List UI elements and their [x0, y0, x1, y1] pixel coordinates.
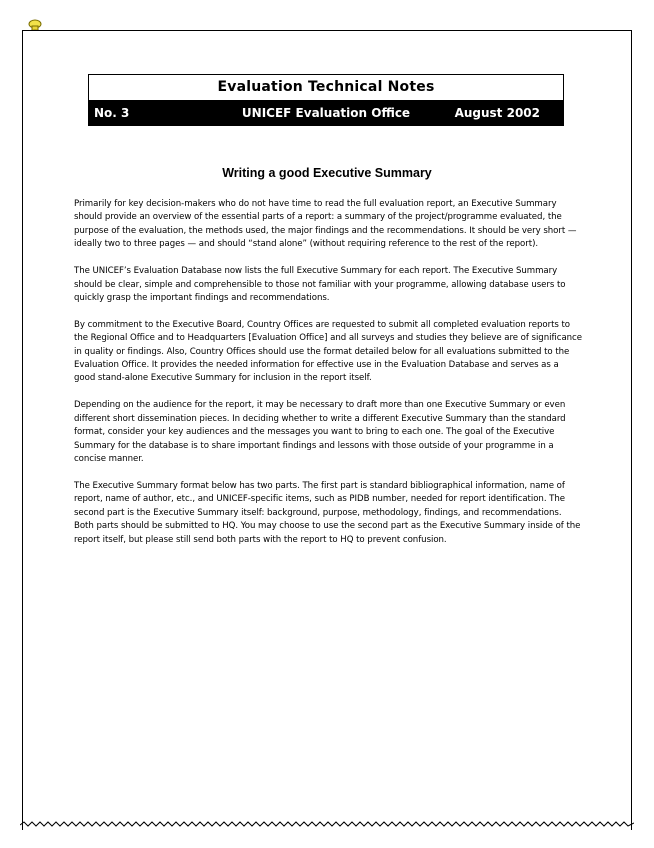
paragraph: The Executive Summary format below has two parts. The first part is standard bibliographical information, name of report, name of author, etc., and UNICEF-specific items, such as PIDB number, needed for report identification. The second part is the Executive Summary itself: background, purpose, methodology, findings, and recommendations. Both parts should be submitted to HQ. You may choose to use the second part as the Executive Summary inside of the report itself, but please still send both parts with the report to HQ to prevent confusion.	[74, 480, 581, 545]
issue-number: No. 3	[94, 106, 130, 120]
paragraph: By commitment to the Executive Board, Country Offices are requested to submit all completed evaluation reports to the Regional Office and to Headquarters [Evaluation Office] and all surveys and studies they believe are of significance in quality or findings. Also, Country Offices should use the format detailed below for all evaluations submitted to the Evaluation Office. It provides the needed information for effective use in the Evaluation Database and serves as a good stand-alone Executive Summary for inclusion in the report itself.	[74, 319, 582, 384]
header-title: Evaluation Technical Notes	[217, 79, 435, 95]
document-title: Writing a good Executive Summary	[222, 166, 432, 180]
torn-page-edge	[20, 815, 634, 835]
newsletter-header	[88, 74, 564, 126]
paragraph: Primarily for key decision-makers who do not have time to read the full evaluation report, an Executive Summary should provide an overview of the essential parts of a report: a summary of the project/programme evaluated, the purpose of the evaluation, the methods used, the major findings and the recommendations. It should be very short — ideally two to three pages — and should “stand alone” (without requiring reference to the rest of the report).	[74, 199, 577, 250]
paragraph: The UNICEF’s Evaluation Database now lists the full Executive Summary for each report. The Executive Summary should be clear, simple and comprehensible to those not familiar with your programme, allowing database users to quickly grasp the important findings and recommendations.	[74, 266, 566, 303]
issue-date: August 2002	[454, 106, 540, 120]
header-info-bar	[88, 100, 564, 126]
document-body	[74, 198, 582, 560]
paragraph: Depending on the audience for the report, it may be necessary to draft more than one Executive Summary or even different short dissemination pieces. In deciding whether to write a different Executive Summary than the standard format, consider your key audiences and the messages you want to bring to each one. The goal of the Executive Summary for the database is to share important findings and lessons with those outside of your programme in a concise manner.	[74, 400, 566, 464]
office-name: UNICEF Evaluation Office	[241, 106, 411, 120]
